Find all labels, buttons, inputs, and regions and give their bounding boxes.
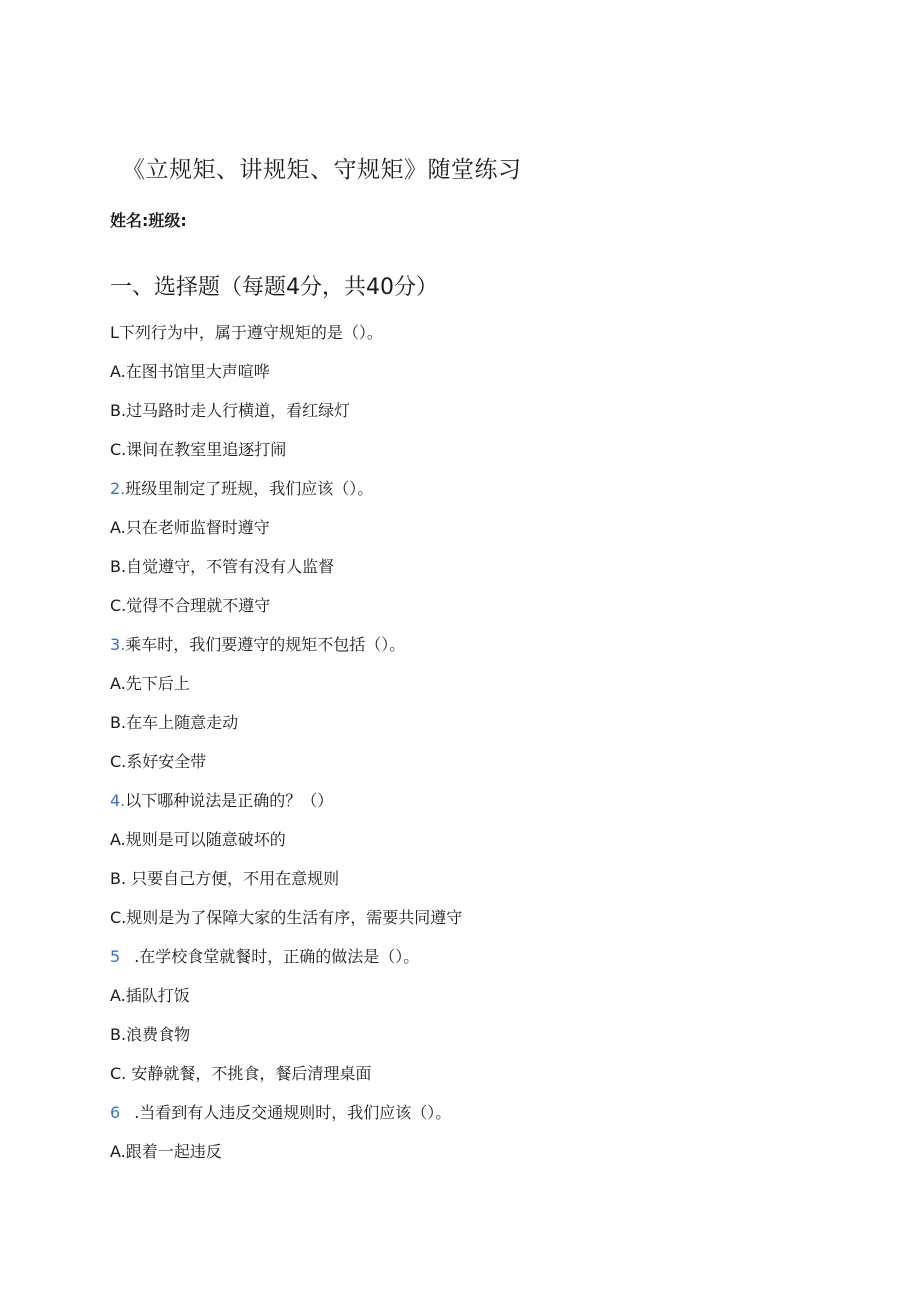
option-letter: C.: [110, 908, 127, 927]
question-number: 6: [110, 1103, 121, 1122]
option-letter: A.: [110, 518, 126, 537]
question-item: [110, 478, 373, 500]
option-text: 过马路时走人行横道，看红绿灯: [126, 401, 351, 420]
option-letter: A.: [110, 830, 126, 849]
option-text: 插队打饭: [125, 986, 190, 1005]
option-letter: A.: [110, 362, 126, 381]
student-info-line: 姓名:班级:: [110, 211, 187, 230]
question-item: [110, 634, 405, 656]
question-item: [110, 1102, 451, 1124]
option-letter: C.: [110, 440, 127, 459]
option-item: [110, 751, 206, 773]
question-item: [110, 946, 419, 968]
option-letter: C.: [110, 752, 127, 771]
question-text: .当看到有人违反交通规则时，我们应该（）。: [134, 1103, 452, 1122]
option-letter: A.: [110, 674, 126, 693]
option-item: [110, 985, 190, 1007]
option-text: 规则是可以随意破坏的: [125, 830, 286, 849]
option-item: [110, 400, 350, 422]
option-item: [110, 673, 190, 695]
option-item: [110, 595, 270, 617]
question-number: 3.: [110, 635, 126, 654]
question-text: 乘车时，我们要遵守的规矩不包括（）。: [125, 635, 406, 654]
option-text: 安静就餐，不挑食，餐后清理桌面: [126, 1064, 372, 1083]
option-text: 课间在教室里追逐打闹: [126, 440, 287, 459]
option-letter: B.: [110, 557, 127, 576]
option-text: 在图书馆里大声喧哗: [125, 362, 270, 381]
option-item: [110, 439, 286, 461]
question-number: 2.: [110, 479, 126, 498]
question-number: 5: [110, 947, 121, 966]
option-letter: B.: [110, 869, 127, 888]
option-text: 觉得不合理就不遵守: [126, 596, 271, 615]
option-text: 只在老师监督时遵守: [125, 518, 270, 537]
question-number: L: [110, 323, 119, 342]
option-text: 浪费食物: [126, 1025, 191, 1044]
question-text: 班级里制定了班规，我们应该（）。: [125, 479, 374, 498]
option-text: 系好安全带: [126, 752, 207, 771]
option-letter: C.: [110, 596, 127, 615]
option-text: 跟着一起违反: [125, 1142, 222, 1161]
option-letter: A.: [110, 986, 126, 1005]
option-item: [110, 1141, 222, 1163]
section-heading: 一、选择题（每题4分，共40分）: [110, 275, 438, 300]
option-item: [110, 1063, 371, 1085]
question-text: 下列行为中，属于遵守规矩的是（）。: [118, 323, 383, 342]
option-item: [110, 517, 270, 539]
option-letter: A.: [110, 1142, 126, 1161]
option-item: [110, 868, 339, 890]
question-number: 4.: [110, 791, 126, 810]
option-text: 只要自己方便，不用在意规则: [126, 869, 340, 888]
option-text: 规则是为了保障大家的生活有序，需要共同遵守: [126, 908, 463, 927]
option-letter: C.: [110, 1064, 127, 1083]
worksheet-title: 《立规矩、讲规矩、守规矩》随堂练习: [122, 157, 522, 183]
question-text: 以下哪种说法是正确的？（）: [125, 791, 334, 810]
option-item: [110, 907, 462, 929]
option-letter: B.: [110, 401, 127, 420]
question-item: [110, 790, 333, 812]
question-item: [110, 322, 383, 344]
option-text: 自觉遵守，不管有没有人监督: [126, 557, 335, 576]
option-item: [110, 1024, 190, 1046]
option-item: [110, 361, 270, 383]
option-letter: B.: [110, 1025, 127, 1044]
question-text: .在学校食堂就餐时，正确的做法是（）。: [134, 947, 420, 966]
option-letter: B.: [110, 713, 127, 732]
option-item: [110, 829, 286, 851]
option-text: 在车上随意走动: [126, 713, 239, 732]
option-item: [110, 556, 334, 578]
option-item: [110, 712, 238, 734]
option-text: 先下后上: [125, 674, 190, 693]
